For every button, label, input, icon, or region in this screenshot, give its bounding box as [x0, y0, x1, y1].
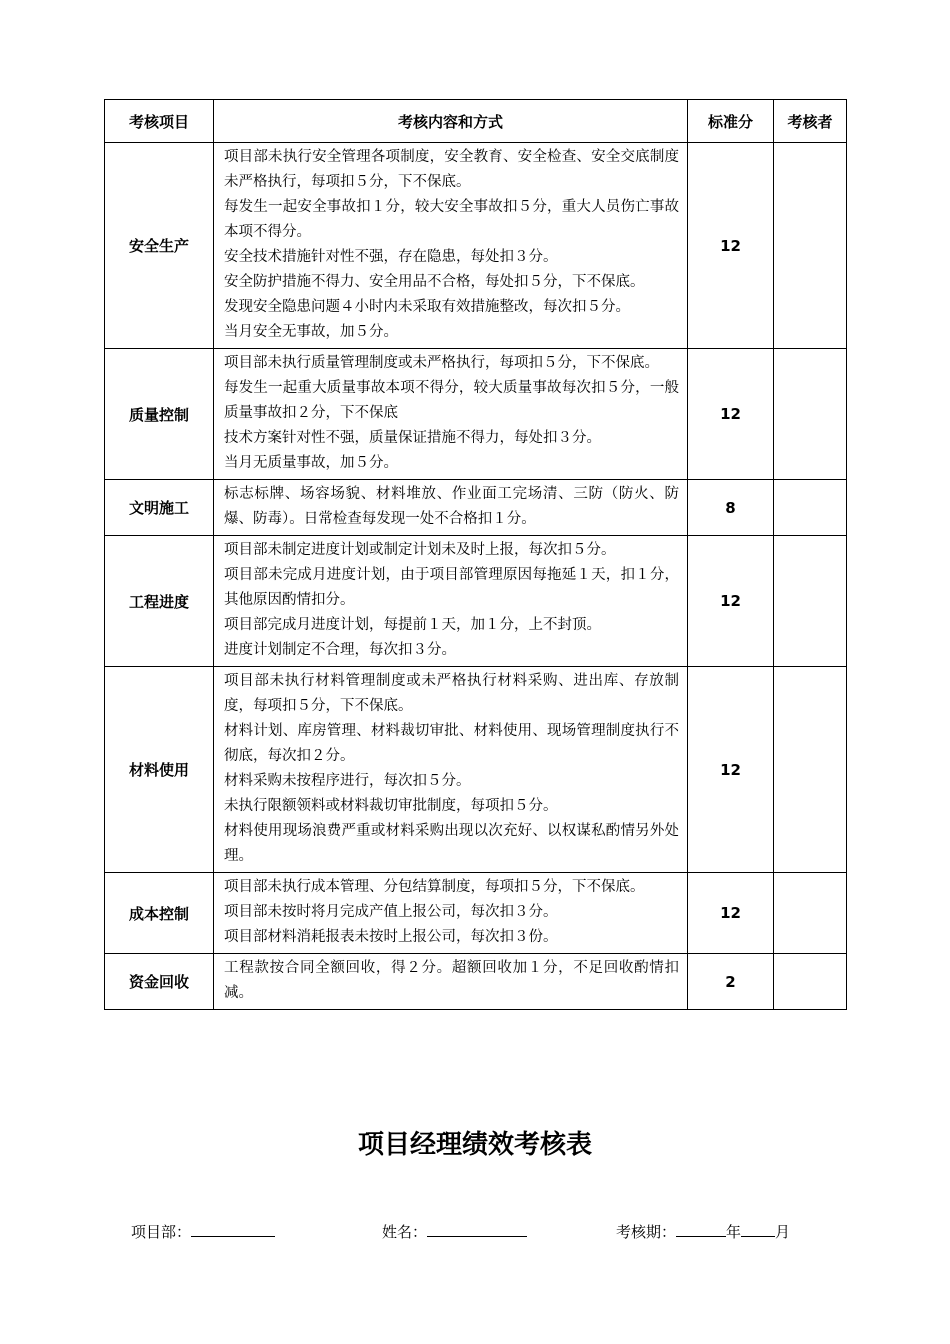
row-item-name: 成本控制: [105, 873, 214, 954]
content-line: 项目部未制定进度计划或制定计划未及时上报，每次扣５分。: [224, 542, 616, 558]
table-row: [105, 480, 847, 536]
row-assessor[interactable]: [774, 480, 847, 536]
row-item-name: 工程进度: [105, 536, 214, 667]
row-score: 12: [688, 667, 774, 873]
content-line: 工程款按合同全额回收，得２分。超额回收加１分，不足回收酌情扣减。: [224, 960, 679, 1001]
table-row: [105, 873, 847, 954]
row-assessor[interactable]: [774, 873, 847, 954]
row-score: 12: [688, 349, 774, 480]
name-label: 姓名：: [382, 1223, 428, 1241]
content-line: 项目部未执行成本管理、分包结算制度，每项扣５分，下不保底。: [224, 879, 645, 895]
row-score: 2: [688, 954, 774, 1010]
period-field: [616, 1219, 790, 1242]
content-line: 当月安全无事故，加５分。: [224, 324, 398, 340]
row-score: 12: [688, 536, 774, 667]
content-line: 项目部未执行材料管理制度或未严格执行材料采购、进出库、存放制度，每项扣５分，下不保底。: [224, 673, 679, 714]
year-label: 年: [726, 1223, 742, 1241]
row-content: [214, 873, 688, 954]
content-line: 项目部未执行安全管理各项制度，安全教育、安全检查、安全交底制度未严格执行，每项扣５分，下不保底。: [224, 149, 679, 190]
row-item-name: 质量控制: [105, 349, 214, 480]
content-line: 每发生一起重大质量事故本项不得分，较大质量事故每次扣５分，一般质量事故扣２分，下不保底: [224, 380, 679, 421]
content-line: 材料计划、库房管理、材料裁切审批、材料使用、现场管理制度执行不彻底，每次扣２分。: [224, 723, 679, 764]
dept-field: [131, 1219, 275, 1242]
header-score: 标准分: [688, 100, 774, 143]
content-line: 材料采购未按程序进行，每次扣５分。: [224, 773, 471, 789]
content-line: 进度计划制定不合理，每次扣３分。: [224, 642, 456, 658]
content-line: 每发生一起安全事故扣１分，较大安全事故扣５分，重大人员伤亡事故本项不得分。: [224, 199, 679, 240]
dept-blank: [191, 1219, 275, 1237]
content-line: 材料使用现场浪费严重或材料采购出现以次充好、以权谋私酌情另外处理。: [224, 823, 679, 864]
table-row: [105, 536, 847, 667]
row-item-name: 资金回收: [105, 954, 214, 1010]
content-line: 未执行限额领料或材料裁切审批制度，每项扣５分。: [224, 798, 558, 814]
content-line: 项目部材料消耗报表未按时上报公司，每次扣３份。: [224, 929, 558, 945]
year-blank: [676, 1219, 726, 1237]
row-score: 8: [688, 480, 774, 536]
row-item-name: 文明施工: [105, 480, 214, 536]
header-content: 考核内容和方式: [214, 100, 688, 143]
row-content: [214, 954, 688, 1010]
table-header-row: [105, 100, 847, 143]
row-assessor[interactable]: [774, 349, 847, 480]
table-row: [105, 667, 847, 873]
header-item: 考核项目: [105, 100, 214, 143]
content-line: 标志标牌、场容场貌、材料堆放、作业面工完场清、三防（防火、防爆、防毒）。日常检查每发现一处不合格扣１分。: [224, 486, 679, 527]
row-score: 12: [688, 873, 774, 954]
page-title: 项目经理绩效考核表: [357, 1130, 592, 1160]
row-content: [214, 536, 688, 667]
content-line: 当月无质量事故，加５分。: [224, 455, 398, 471]
row-assessor[interactable]: [774, 143, 847, 349]
table-row: [105, 349, 847, 480]
assessment-table: [104, 99, 847, 1010]
content-line: 发现安全隐患问题４小时内未采取有效措施整改，每次扣５分。: [224, 299, 630, 315]
period-label: 考核期：: [616, 1223, 677, 1241]
row-item-name: 材料使用: [105, 667, 214, 873]
content-line: 项目部未执行质量管理制度或未严格执行，每项扣５分，下不保底。: [224, 355, 659, 371]
row-assessor[interactable]: [774, 536, 847, 667]
content-line: 技术方案针对性不强，质量保证措施不得力，每处扣３分。: [224, 430, 601, 446]
row-assessor[interactable]: [774, 667, 847, 873]
content-line: 项目部未完成月进度计划，由于项目部管理原因每拖延１天，扣１分，其他原因酌情扣分。: [224, 567, 679, 608]
content-line: 安全防护措施不得力、安全用品不合格，每处扣５分，下不保底。: [224, 274, 645, 290]
table-body: [105, 143, 847, 1010]
header-assessor: 考核者: [774, 100, 847, 143]
month-label: 月: [775, 1223, 791, 1241]
row-content: [214, 667, 688, 873]
name-field: [382, 1219, 527, 1242]
name-blank: [427, 1219, 527, 1237]
content-line: 安全技术措施针对性不强，存在隐患，每处扣３分。: [224, 249, 558, 265]
row-item-name: 安全生产: [105, 143, 214, 349]
assessment-table-container: [104, 99, 846, 1010]
row-content: [214, 349, 688, 480]
content-line: 项目部完成月进度计划，每提前１天，加１分，上不封顶。: [224, 617, 601, 633]
row-score: 12: [688, 143, 774, 349]
row-content: [214, 143, 688, 349]
month-blank: [741, 1219, 775, 1237]
row-assessor[interactable]: [774, 954, 847, 1010]
content-line: 项目部未按时将月完成产值上报公司，每次扣３分。: [224, 904, 558, 920]
table-row: [105, 954, 847, 1010]
row-content: [214, 480, 688, 536]
dept-label: 项目部：: [131, 1223, 192, 1241]
table-row: [105, 143, 847, 349]
